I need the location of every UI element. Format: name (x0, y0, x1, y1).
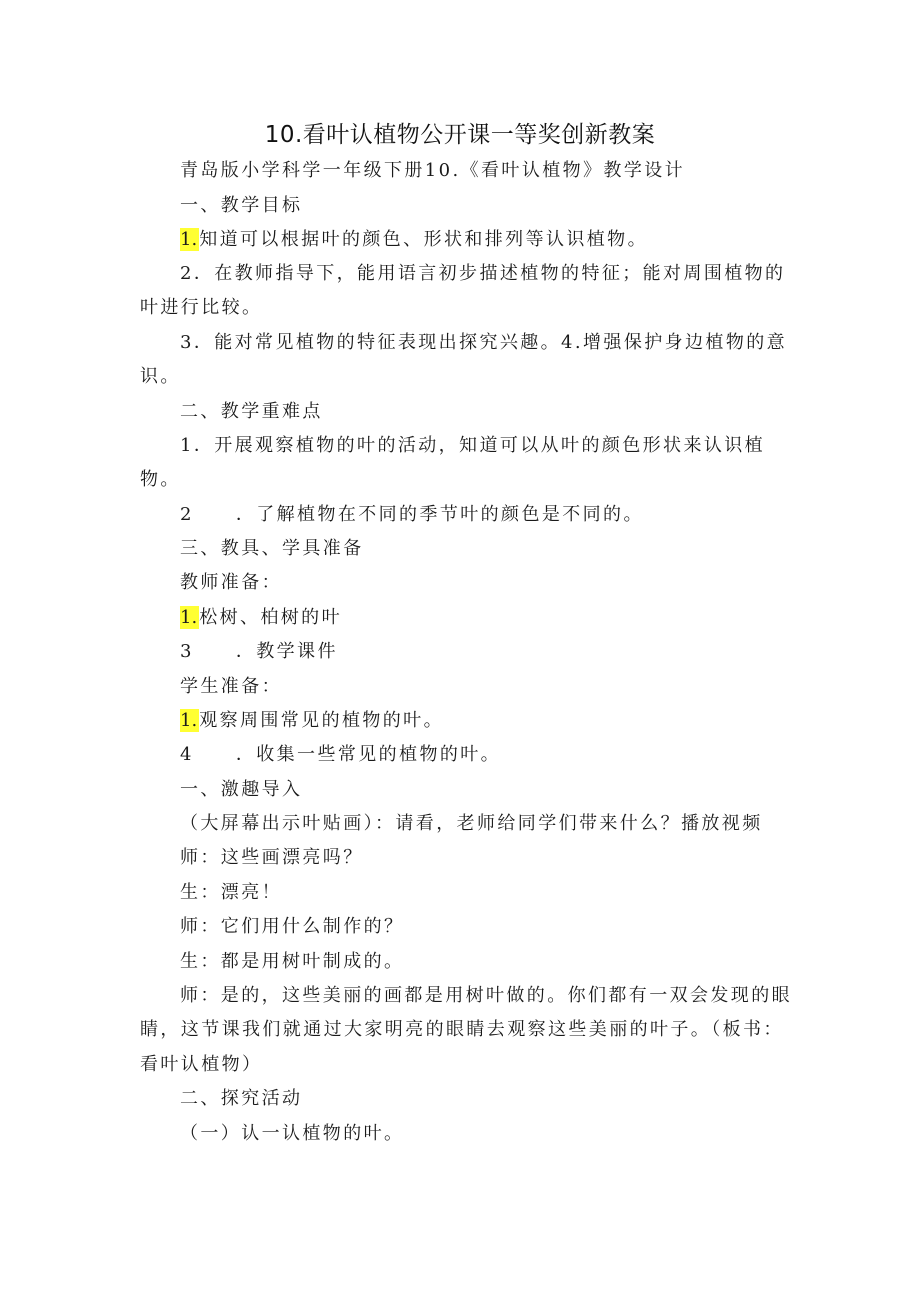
paragraph-line-1: 师：是的，这些美丽的画都是用树叶做的。你们都有一双会发现的眼 (180, 985, 792, 1006)
intro-line: （大屏幕出示叶贴画）：请看，老师给同学们带来什么？播放视频 (180, 813, 763, 834)
paragraph-line-2: 睛，这节课我们就通过大家明亮的眼睛去观察这些美丽的叶子。（板书： (140, 1019, 784, 1040)
teacher-item-2 (180, 640, 338, 664)
student-item-1 (180, 709, 444, 733)
goal-item-3-line-1: 3．能对常见植物的特征表现出探究兴趣。4.增强保护身边植物的意 (180, 332, 788, 353)
section-heading-intro: 一、激趣导入 (180, 779, 303, 800)
key-point-2-number: 2 (180, 504, 194, 525)
highlighted-number: 1. (180, 229, 198, 250)
section-heading-materials: 三、教具、学具准备 (180, 538, 364, 559)
document-title: 10.看叶认植物公开课一等奖创新教案 (264, 122, 656, 148)
teacher-item-2-number: 3 (180, 641, 194, 662)
goal-item-2-line-1: 2．在教师指导下，能用语言初步描述植物的特征；能对周围植物的 (180, 263, 786, 284)
goal-item-1-text: 知道可以根据叶的颜色、形状和排列等认识植物。 (199, 229, 648, 250)
explore-subheading: （一）认一认植物的叶。 (180, 1123, 405, 1144)
section-heading-explore: 二、探究活动 (180, 1088, 303, 1109)
student-item-2-number: 4 (180, 744, 194, 765)
goal-item-3-line-2: 识。 (140, 366, 181, 387)
highlighted-number: 1. (180, 607, 198, 628)
highlighted-number: 1. (180, 710, 198, 731)
key-point-1-line-1: 1．开展观察植物的叶的活动，知道可以从叶的颜色形状来认识植 (180, 435, 766, 456)
key-point-1-line-2: 物。 (140, 469, 181, 490)
section-heading-goals: 一、教学目标 (180, 195, 303, 216)
teacher-prep-label: 教师准备： (180, 572, 282, 593)
teacher-item-1-text: 松树、柏树的叶 (199, 607, 342, 628)
dialog-line-1: 师：这些画漂亮吗？ (180, 847, 364, 868)
subtitle: 青岛版小学科学一年级下册10.《看叶认植物》教学设计 (180, 160, 686, 181)
key-point-2-text: ．了解植物在不同的季节叶的颜色是不同的。 (235, 504, 644, 525)
paragraph-line-3: 看叶认植物） (140, 1054, 263, 1075)
section-heading-key-points: 二、教学重难点 (180, 401, 323, 422)
goal-item-1 (180, 228, 648, 252)
dialog-line-3: 师：它们用什么制作的？ (180, 916, 405, 937)
student-item-2 (180, 743, 501, 767)
teacher-item-2-text: ．教学课件 (235, 641, 338, 662)
key-point-2 (180, 503, 644, 527)
student-item-2-text: ．收集一些常见的植物的叶。 (235, 744, 502, 765)
dialog-line-2: 生：漂亮！ (180, 882, 282, 903)
student-prep-label: 学生准备： (180, 676, 282, 697)
teacher-item-1 (180, 606, 342, 630)
student-item-1-text: 观察周围常见的植物的叶。 (199, 710, 444, 731)
goal-item-2-line-2: 叶进行比较。 (140, 297, 263, 318)
dialog-line-4: 生：都是用树叶制成的。 (180, 951, 405, 972)
